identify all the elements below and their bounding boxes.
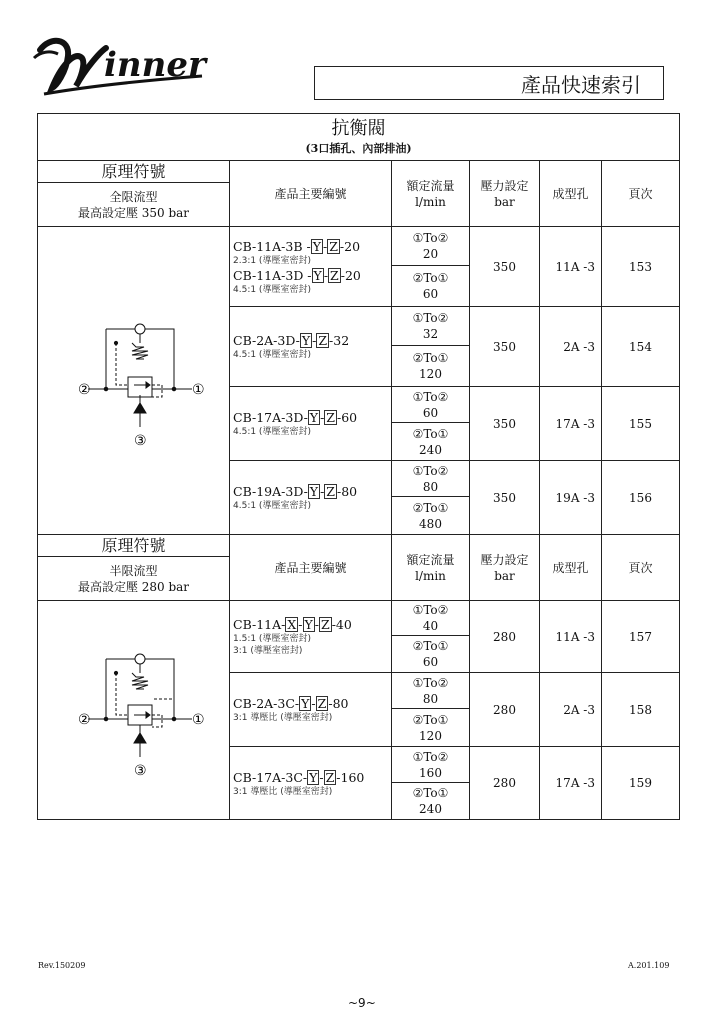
pressure-value: 280: [470, 673, 540, 747]
model-cell: [230, 673, 392, 747]
flow-direction-a: ①To②: [412, 231, 449, 245]
pilot-ratio-note: 4.5:1 (導壓室密封): [233, 350, 311, 360]
header-page: 頁次: [602, 161, 680, 227]
flow-value-a: 60: [422, 405, 439, 420]
flow-value-a: 40: [422, 619, 439, 633]
pilot-ratio-note: 4.5:1 (導壓室密封): [233, 427, 311, 437]
flow-value-b: 240: [419, 802, 442, 816]
flow-value-a: 80: [422, 691, 439, 706]
page-link[interactable]: 159: [602, 747, 680, 820]
flow-cell: [392, 461, 470, 535]
pilot-ratio-note: 4.5:1 (導壓室密封): [233, 284, 311, 295]
flow-cell: [392, 227, 470, 307]
model-number: CB-2A-3C- Y - Z -80: [233, 696, 349, 711]
document-code: A.201.109: [628, 961, 670, 970]
valve-type-cell: [38, 557, 230, 601]
flow-direction-b: ②To①: [412, 351, 449, 365]
port-2-label: ②: [77, 382, 91, 398]
model-cell: [230, 601, 392, 673]
pilot-ratio-note: 1.5:1 (導壓室密封): [233, 634, 311, 644]
flow-cell: [392, 387, 470, 461]
section-header: [38, 114, 680, 161]
flow-direction-b: ②To①: [412, 786, 449, 800]
principle-label: 原理符號: [38, 535, 230, 557]
flow-direction-a: ①To②: [412, 463, 449, 478]
flow-direction-a: ①To②: [412, 749, 449, 764]
flow-direction-b: ②To①: [412, 271, 449, 285]
page-link[interactable]: 158: [602, 673, 680, 747]
flow-direction-a: ①To②: [412, 675, 449, 690]
page-link[interactable]: 155: [602, 387, 680, 461]
cavity-value: 11A -3: [540, 601, 602, 673]
port-3-label: ③: [133, 762, 147, 779]
model-number: CB-17A-3C- Y - Z -160: [233, 769, 365, 785]
cavity-value: 17A -3: [540, 747, 602, 820]
max-pressure: 最高設定壓 280 bar: [77, 579, 190, 594]
flow-value-a: 20: [422, 247, 439, 261]
model-number: CB-2A-3D- Y - Z -32: [233, 333, 350, 348]
model-cell: [230, 227, 392, 307]
flow-value-b: 120: [419, 367, 442, 381]
header-model: 產品主要編號: [230, 161, 392, 227]
header-model: 產品主要編號: [230, 535, 392, 601]
cavity-value: 2A -3: [540, 673, 602, 747]
valve-type-cell: [38, 183, 230, 227]
valve-symbol: [54, 639, 214, 779]
pilot-ratio-note: 2.3:1 (導壓室密封): [233, 255, 311, 266]
valve-type: 半限流型: [109, 563, 158, 578]
flow-direction-a: ①To②: [412, 603, 449, 617]
flow-direction-b: ②To①: [412, 639, 449, 653]
model-cell: [230, 307, 392, 387]
page-number: ~9~: [348, 996, 376, 1010]
flow-value-a: 80: [422, 479, 439, 494]
flow-cell: [392, 601, 470, 673]
max-pressure: 最高設定壓 350 bar: [77, 205, 190, 220]
model-number: CB-11A- X - Y - Z -40: [233, 617, 352, 632]
port-2-label: ②: [77, 711, 91, 728]
cavity-value: 11A -3: [540, 227, 602, 307]
flow-value-b: 60: [422, 655, 439, 669]
flow-cell: [392, 747, 470, 820]
port-1-label: ①: [191, 711, 205, 728]
pilot-ratio-note: 3:1 導壓比 (導壓室密封): [233, 786, 333, 797]
cavity-value: 19A -3: [540, 461, 602, 535]
model-number: CB-19A-3D- Y - Z -80: [233, 484, 358, 499]
revision-label: Rev.150209: [38, 961, 86, 970]
flow-value-b: 240: [419, 442, 442, 457]
flow-direction-a: ①To②: [412, 389, 449, 404]
flow-value-b: 480: [419, 516, 442, 531]
product-row: [38, 227, 680, 307]
symbol-cell: [38, 601, 230, 820]
header-pressure: 壓力設定 bar: [470, 535, 540, 601]
winner-logo: [30, 28, 210, 98]
flow-cell: [392, 307, 470, 387]
pilot-ratio-note: 4.5:1 (導壓室密封): [233, 501, 311, 511]
model-number: CB-11A-3D - Y - Z -20: [233, 267, 361, 283]
header-cavity: 成型孔: [540, 535, 602, 601]
page-link[interactable]: 157: [602, 601, 680, 673]
product-row: [38, 601, 680, 673]
flow-value-b: 60: [422, 287, 439, 301]
model-cell: [230, 461, 392, 535]
flow-value-b: 120: [419, 728, 442, 743]
cavity-value: 2A -3: [540, 307, 602, 387]
pressure-value: 350: [470, 227, 540, 307]
section-subtitle: (3口插孔、內部排油): [305, 142, 412, 155]
model-cell: [230, 387, 392, 461]
symbol-cell: [38, 227, 230, 535]
header-pressure: 壓力設定 bar: [470, 161, 540, 227]
page-link[interactable]: 153: [602, 227, 680, 307]
cavity-value: 17A -3: [540, 387, 602, 461]
model-number: CB-17A-3D- Y - Z -60: [233, 410, 358, 425]
model-number: CB-11A-3B - Y - Z -20: [233, 238, 361, 254]
svg-text:inner: inner: [104, 45, 206, 85]
page-link[interactable]: 154: [602, 307, 680, 387]
section-title: 抗衡閥: [331, 118, 386, 139]
valve-type: 全限流型: [109, 189, 158, 204]
page-link[interactable]: 156: [602, 461, 680, 535]
header-cavity: 成型孔: [540, 161, 602, 227]
flow-direction-b: ②To①: [412, 712, 449, 727]
port-1-label: ①: [191, 382, 205, 398]
principle-label: 原理符號: [38, 161, 230, 183]
pilot-ratio-note: 3:1 (導壓室密封): [233, 646, 303, 656]
header-flow: 額定流量 l/min: [392, 535, 470, 601]
header-page: 頁次: [602, 535, 680, 601]
pressure-value: 280: [470, 747, 540, 820]
page-title: 產品快速索引: [314, 66, 664, 100]
pilot-ratio-note: 3:1 導壓比 (導壓室密封): [233, 713, 333, 723]
pressure-value: 280: [470, 601, 540, 673]
flow-cell: [392, 673, 470, 747]
pressure-value: 350: [470, 307, 540, 387]
product-index-table: [37, 113, 680, 820]
flow-value-a: 32: [422, 327, 439, 341]
header-flow: 額定流量 l/min: [392, 161, 470, 227]
model-cell: [230, 747, 392, 820]
flow-value-a: 160: [419, 765, 442, 780]
port-3-label: ③: [133, 433, 147, 449]
flow-direction-a: ①To②: [412, 311, 449, 325]
pressure-value: 350: [470, 387, 540, 461]
pressure-value: 350: [470, 461, 540, 535]
valve-symbol: [54, 309, 214, 449]
flow-direction-b: ②To①: [412, 426, 449, 441]
flow-direction-b: ②To①: [412, 500, 449, 515]
